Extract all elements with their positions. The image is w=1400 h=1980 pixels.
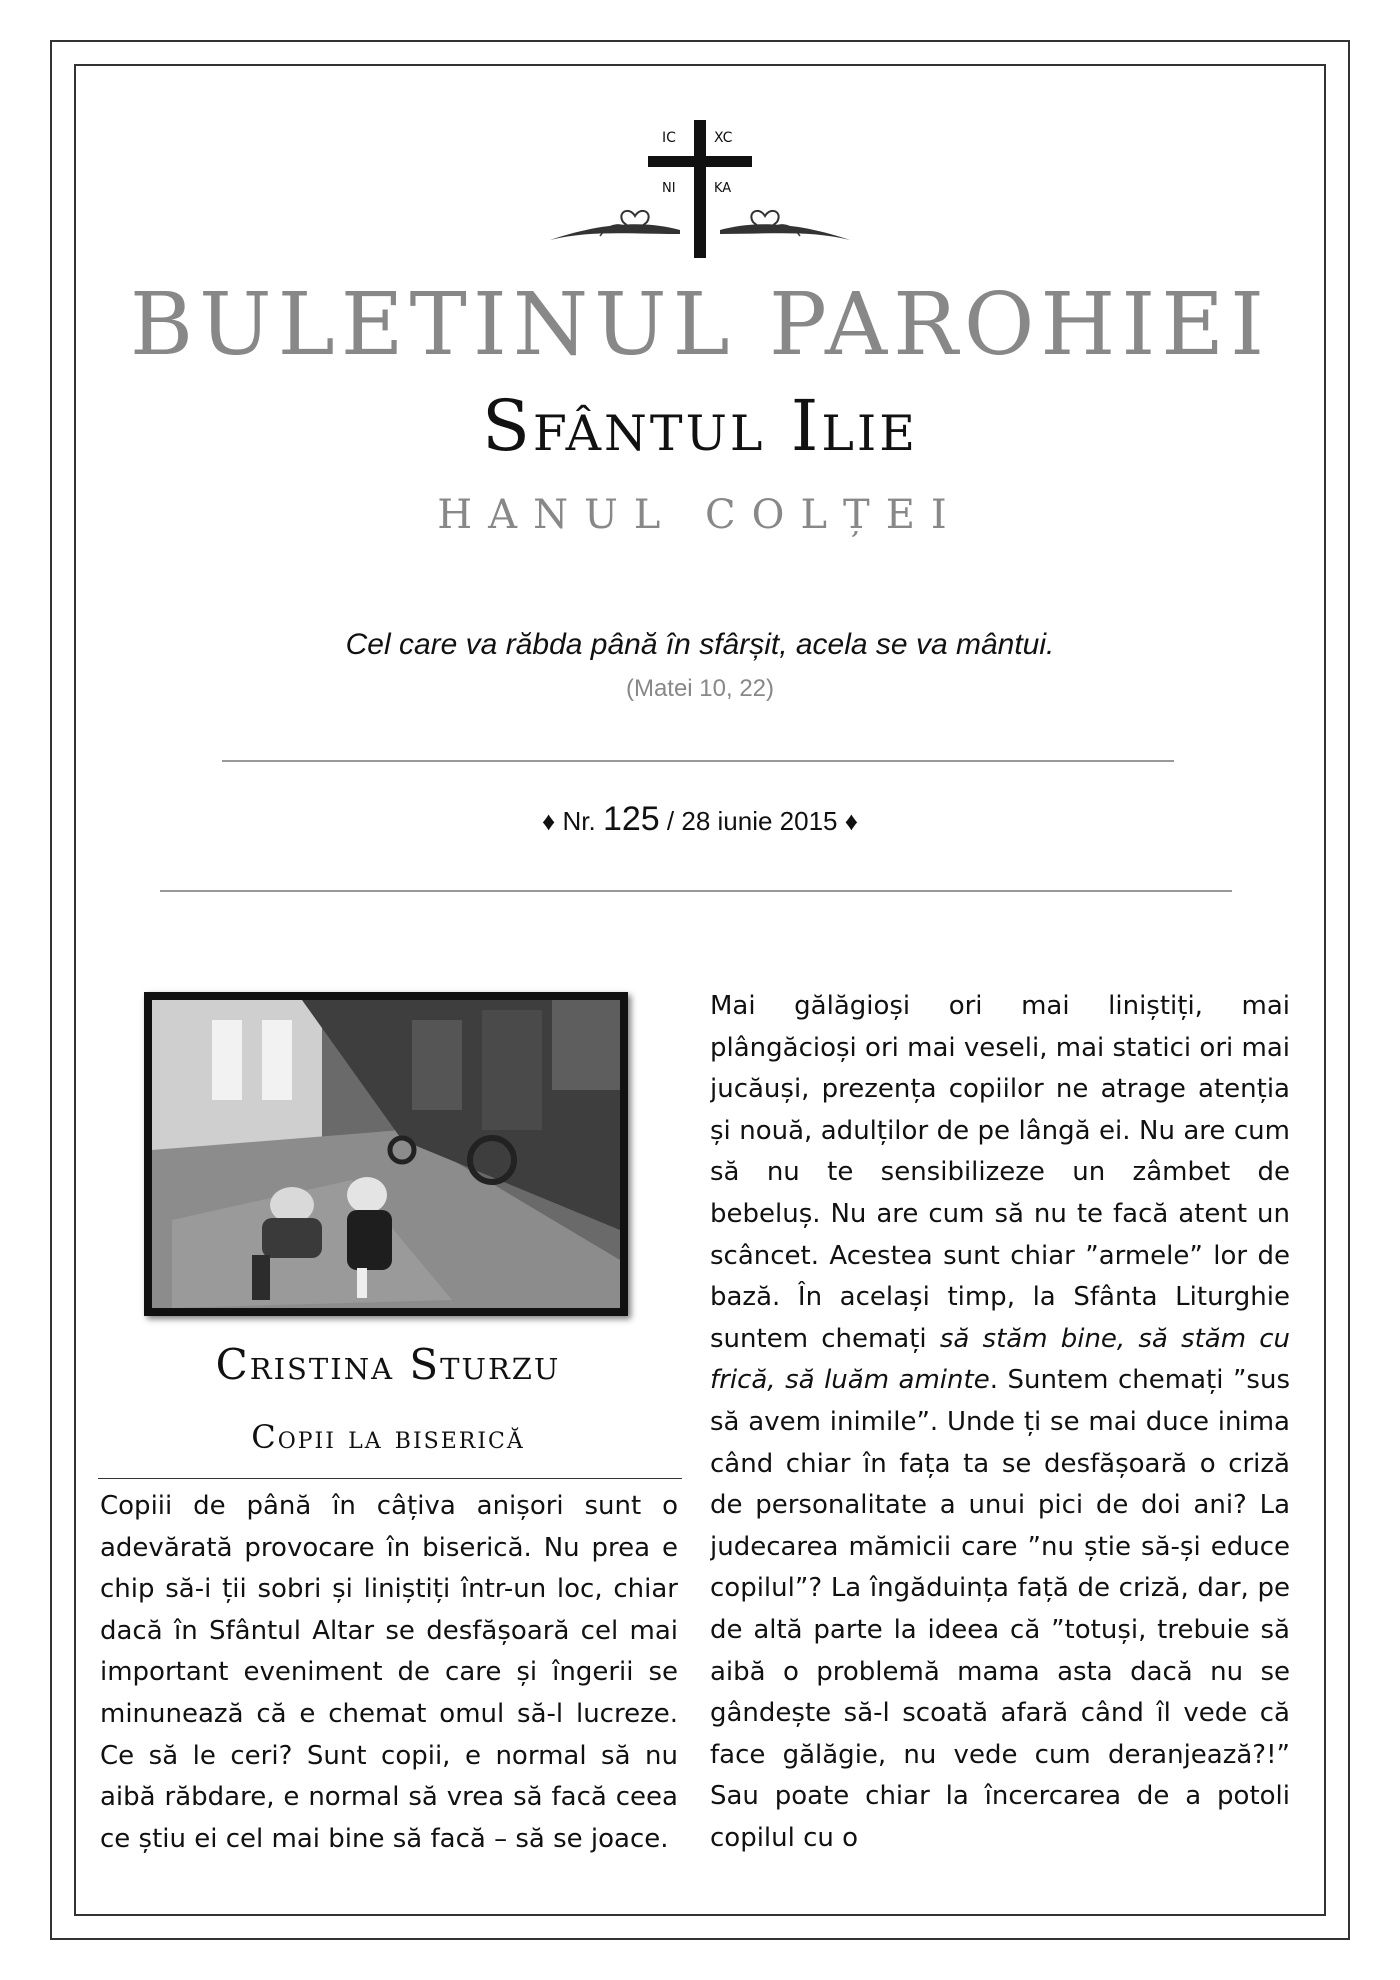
article-body-right-part1: Mai gălăgioși ori mai liniștiți, mai plângăcioși ori mai veseli, mai statici ori mai jucăuși, prezența copiilor ne atrage atenția și nouă, adulților de pe lângă ei. Nu are cum să nu te sensibilizeze un zâmbet de bebeluș. Nu are cum să nu te facă atent un scâncet. Acestea sunt chiar ”armele” lor de bază. În același timp, la Sfânta Liturghie suntem chemați: [710, 991, 1290, 1354]
issue-number: 125: [602, 800, 660, 838]
motto-reference: (Matei 10, 22): [625, 675, 775, 702]
parish-name: Sfântul Ilie: [481, 385, 919, 467]
article-body-right: [710, 986, 1290, 1866]
article-author: Cristina Sturzu: [215, 1340, 561, 1389]
parish-location: HANUL COLȚEI: [437, 492, 963, 538]
article-photo: [144, 992, 628, 1316]
article-body-left: Copiii de până în câțiva anișori sunt o adevărată provocare în biserică. Nu prea e chip să-i ții sobri și liniștiți într-un loc, chiar dacă în Sfântul Altar se desfășoară cel mai important eveniment de care și îngerii se minunează că e chemat omul să-l lucreze. Ce să le ceri? Sunt copii, e normal să nu aibă răbdare, e normal să vrea să facă ceea ce știu ei cel mai bine să facă – să se joace.: [100, 1491, 678, 1854]
church-children-photo: [152, 1000, 620, 1308]
divider: [222, 760, 1174, 762]
cross-emblem-icon: [540, 112, 860, 262]
divider: [160, 890, 1232, 892]
emblem-ka: KA: [714, 181, 732, 196]
article-body-right-italic: să stăm bine, să stăm cu frică, să luăm aminte: [710, 1323, 1290, 1396]
divider: [98, 1478, 682, 1479]
emblem-ni: NI: [662, 181, 676, 196]
article-title: Copii la biserică: [251, 1418, 525, 1456]
issue-line: [0, 800, 1400, 839]
emblem-xc: XC: [714, 130, 733, 146]
emblem-ic: IC: [662, 130, 676, 146]
issue-prefix: ♦ Nr.: [542, 806, 596, 836]
motto-quote: Cel care va răbda până în sfârșit, acela se va mântui.: [345, 628, 1055, 661]
issue-date: / 28 iunie 2015 ♦: [666, 806, 858, 836]
bulletin-title: BULETINUL PAROHIEI: [129, 275, 1271, 375]
article-body-right-part2: . Suntem chemați ”sus să avem inimile”. Unde ți se mai duce inima când chiar în fața ta se desfășoară o criză de personalitate a unui pici de doi ani? La judecarea mămicii care ”nu știe să-și educe copilul”? La îngăduința față de criză, dar, pe de altă parte la ideea că ”totuși, trebuie să aibă o problemă mama asta dacă nu se gândește să-l scoată afară când îl vede că face gălăgie, nu vede cum deranjează?!” Sau poate chiar la încercarea de a potoli copilul cu o: [710, 1365, 1290, 1853]
